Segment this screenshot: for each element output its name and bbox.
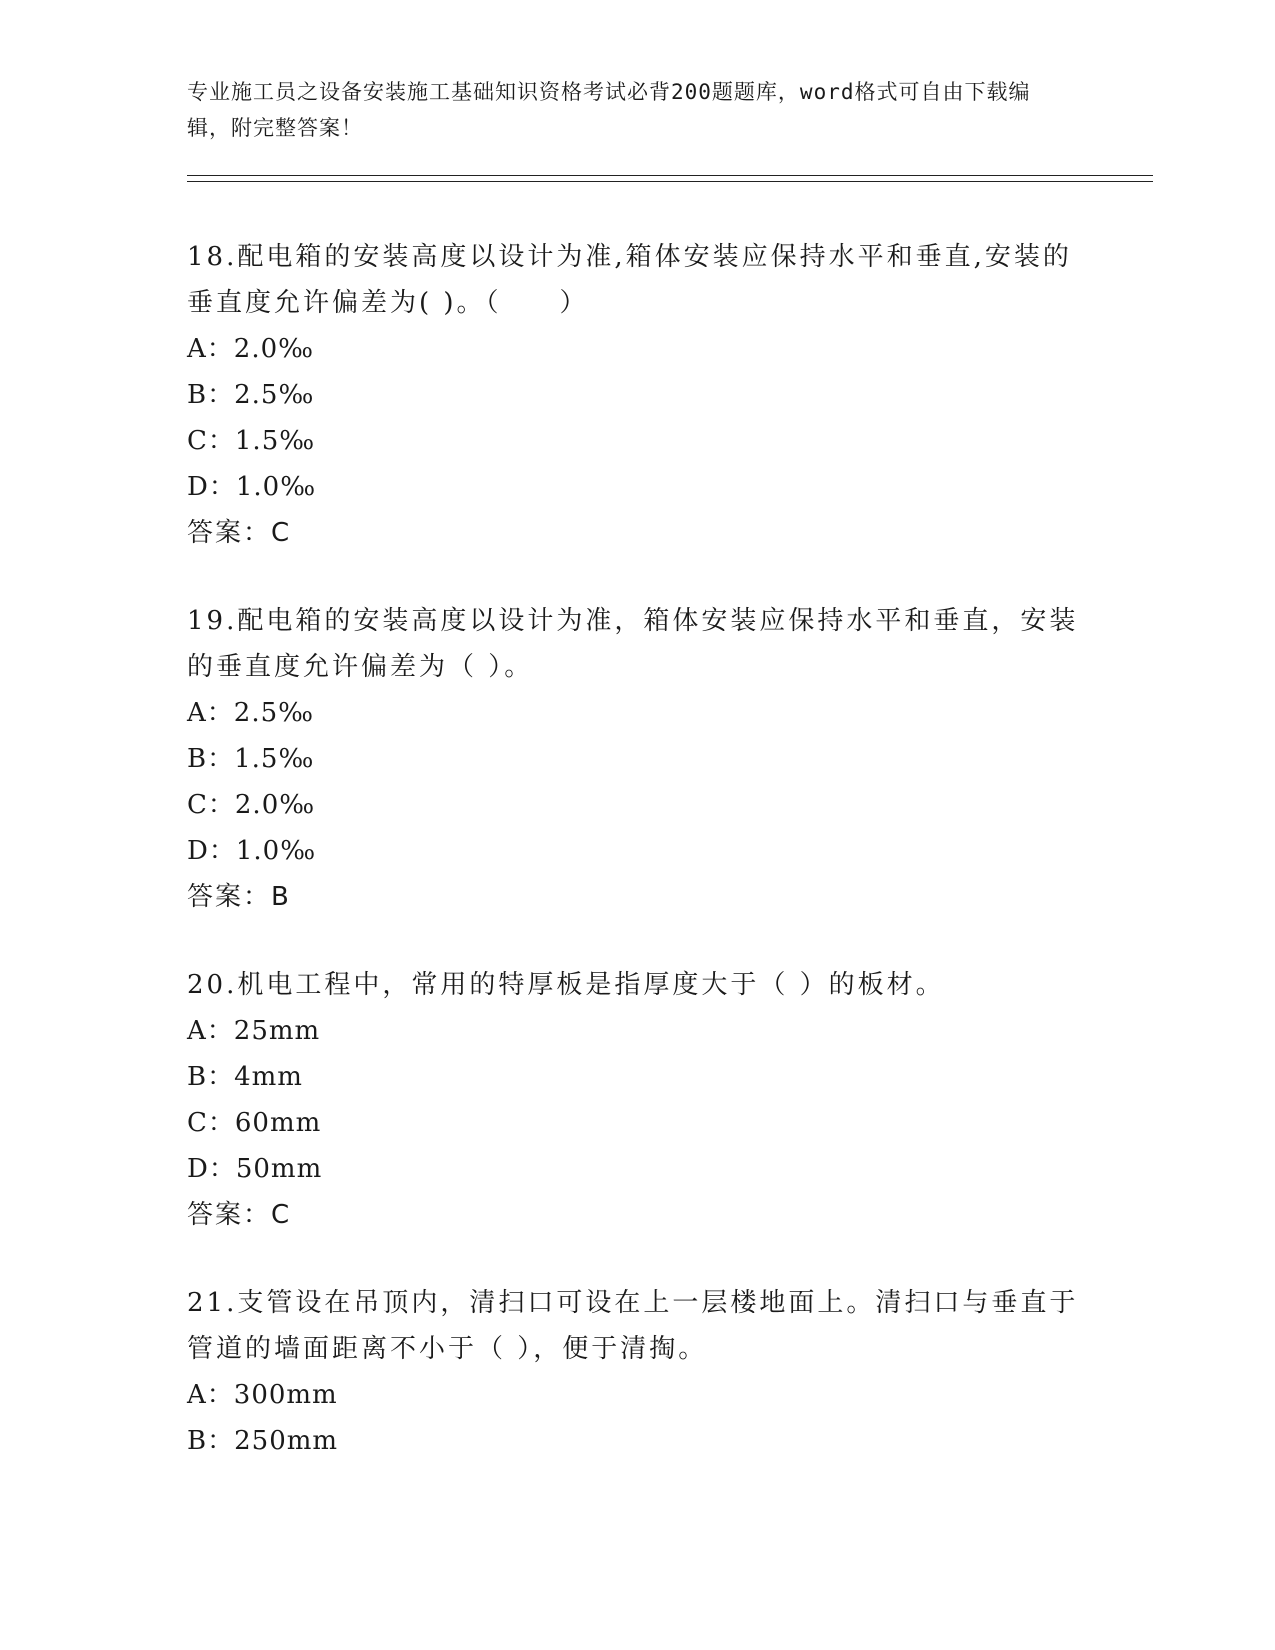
option-d: D：1.0‰ xyxy=(187,472,317,502)
question-21 xyxy=(187,1280,1087,1464)
answer: 答案：C xyxy=(187,518,292,548)
header-divider-bottom xyxy=(187,181,1153,182)
question-19 xyxy=(187,598,1087,920)
option-c: C：2.0‰ xyxy=(187,790,316,820)
option-a: A：300mm xyxy=(187,1380,338,1410)
option-c: C：1.5‰ xyxy=(187,426,316,456)
question-stem: 19.配电箱的安装高度以设计为准，箱体安装应保持水平和垂直，安装的垂直度允许偏差为（ ）。 xyxy=(187,606,1079,682)
document-header: 专业施工员之设备安装施工基础知识资格考试必背200题题库，word格式可自由下载编辑，附完整答案！ xyxy=(187,80,1031,140)
option-a: A：25mm xyxy=(187,1016,321,1046)
question-stem: 18.配电箱的安装高度以设计为准,箱体安装应保持水平和垂直,安装的垂直度允许偏差为( )。（ ） xyxy=(187,242,1072,318)
option-b: B：1.5‰ xyxy=(187,744,315,774)
option-d: D：1.0‰ xyxy=(187,836,317,866)
question-18 xyxy=(187,234,1087,556)
option-b: B：250mm xyxy=(187,1426,339,1456)
option-a: A：2.0‰ xyxy=(187,334,315,364)
option-a: A：2.5‰ xyxy=(187,698,315,728)
question-20 xyxy=(187,962,1087,1238)
answer: 答案：B xyxy=(187,882,291,912)
option-b: B：2.5‰ xyxy=(187,380,315,410)
answer: 答案：C xyxy=(187,1200,292,1230)
option-b: B：4mm xyxy=(187,1062,303,1092)
option-c: C：60mm xyxy=(187,1108,322,1138)
question-stem: 21.支管设在吊顶内，清扫口可设在上一层楼地面上。清扫口与垂直于管道的墙面距离不小于（ ），便于清掏。 xyxy=(187,1288,1079,1364)
question-stem: 20.机电工程中，常用的特厚板是指厚度大于（ ）的板材。 xyxy=(187,970,945,1000)
option-d: D：50mm xyxy=(187,1154,323,1184)
header-divider-top xyxy=(187,175,1153,176)
